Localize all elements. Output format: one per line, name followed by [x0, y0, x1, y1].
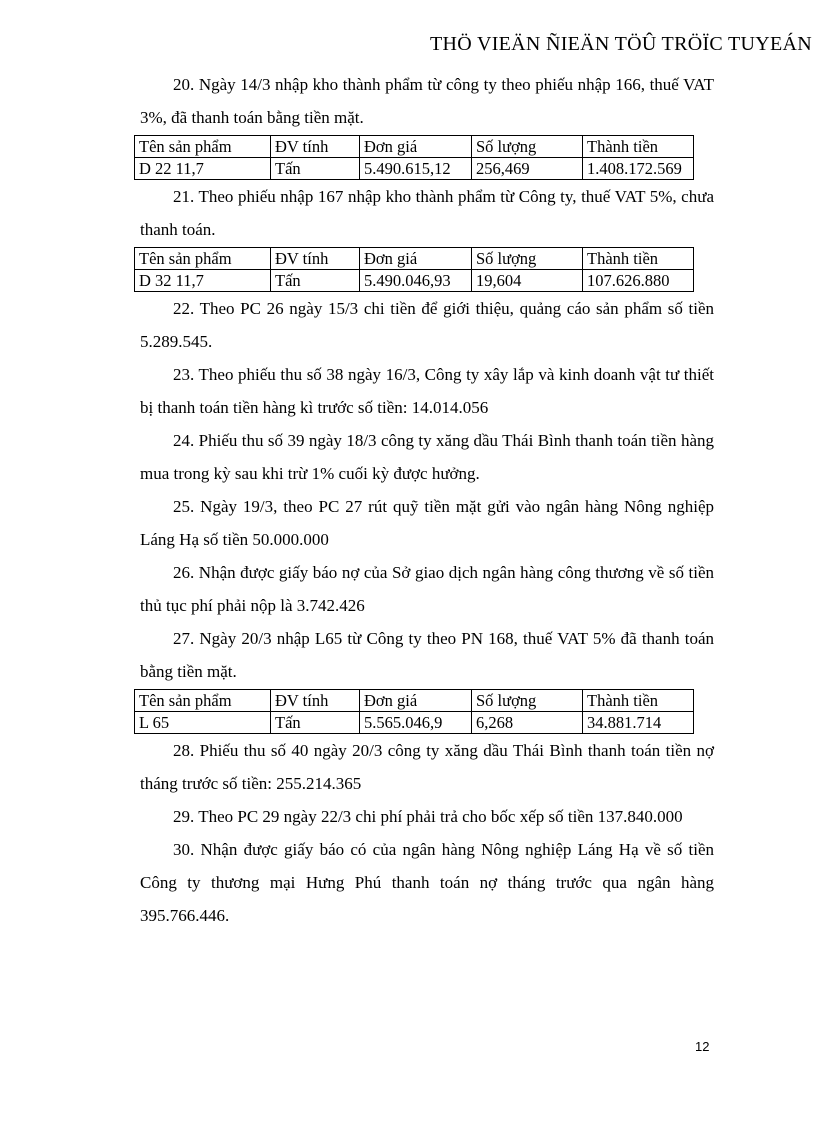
product-table-1 [134, 135, 694, 180]
paragraph-21: 21. Theo phiếu nhập 167 nhập kho thành phẩm từ Công ty, thuế VAT 5%, chưa thanh toán. [140, 187, 714, 239]
cell-unit: Tấn [271, 270, 360, 292]
cell-unit: Tấn [271, 158, 360, 180]
header-amount: Thành tiền [583, 248, 694, 270]
paragraph-20: 20. Ngày 14/3 nhập kho thành phẩm từ công ty theo phiếu nhập 166, thuế VAT 3%, đã thanh toán bằng tiền mặt. [140, 75, 714, 127]
paragraph-29: 29. Theo PC 29 ngày 22/3 chi phí phải trả cho bốc xếp số tiền 137.840.000 [173, 807, 683, 826]
cell-product-name: D 22 11,7 [135, 158, 271, 180]
paragraph-27: 27. Ngày 20/3 nhập L65 từ Công ty theo PN 168, thuế VAT 5% đã thanh toán bằng tiền mặt. [140, 629, 714, 681]
paragraph-23: 23. Theo phiếu thu số 38 ngày 16/3, Công ty xây lắp và kinh doanh vật tư thiết bị thanh toán tiền hàng kì trước số tiền: 14.014.056 [140, 365, 714, 417]
table-row [135, 158, 694, 180]
header-unit-price: Đơn giá [360, 248, 472, 270]
cell-amount: 34.881.714 [583, 712, 694, 734]
cell-product-name: D 32 11,7 [135, 270, 271, 292]
header-unit: ĐV tính [271, 690, 360, 712]
product-table-3 [134, 689, 694, 734]
page-number: 12 [695, 1039, 710, 1054]
header-quantity: Số lượng [472, 248, 583, 270]
header-quantity: Số lượng [472, 136, 583, 158]
cell-quantity: 6,268 [472, 712, 583, 734]
paragraph-25: 25. Ngày 19/3, theo PC 27 rút quỹ tiền mặt gửi vào ngân hàng Nông nghiệp Láng Hạ số tiền 50.000.000 [140, 497, 714, 549]
header-product-name: Tên sản phẩm [135, 690, 271, 712]
table-row [135, 270, 694, 292]
paragraph-30: 30. Nhận được giấy báo có của ngân hàng Nông nghiệp Láng Hạ về số tiền Công ty thương mại Hưng Phú thanh toán nợ tháng trước qua ngân hàng 395.766.446. [140, 840, 714, 925]
page-header: THÖ VIEÄN ÑIEÄN TÖÛ TRÖÏC TUYEÁN [430, 33, 812, 55]
cell-unit-price: 5.490.615,12 [360, 158, 472, 180]
table-header-row [135, 136, 694, 158]
cell-amount: 107.626.880 [583, 270, 694, 292]
product-table-2 [134, 247, 694, 292]
cell-unit-price: 5.565.046,9 [360, 712, 472, 734]
header-quantity: Số lượng [472, 690, 583, 712]
header-product-name: Tên sản phẩm [135, 248, 271, 270]
header-amount: Thành tiền [583, 690, 694, 712]
header-unit-price: Đơn giá [360, 136, 472, 158]
paragraph-26: 26. Nhận được giấy báo nợ của Sở giao dịch ngân hàng công thương về số tiền thủ tục phí phải nộp là 3.742.426 [140, 563, 714, 615]
paragraph-28: 28. Phiếu thu số 40 ngày 20/3 công ty xăng dầu Thái Bình thanh toán tiền nợ tháng trước số tiền: 255.214.365 [140, 741, 714, 793]
cell-unit-price: 5.490.046,93 [360, 270, 472, 292]
paragraph-22: 22. Theo PC 26 ngày 15/3 chi tiền để giới thiệu, quảng cáo sản phẩm số tiền 5.289.545. [140, 299, 714, 351]
paragraph-24: 24. Phiếu thu số 39 ngày 18/3 công ty xăng dầu Thái Bình thanh toán tiền hàng mua trong kỳ sau khi trừ 1% cuối kỳ được hưởng. [140, 431, 714, 483]
cell-amount: 1.408.172.569 [583, 158, 694, 180]
cell-product-name: L 65 [135, 712, 271, 734]
cell-quantity: 256,469 [472, 158, 583, 180]
header-amount: Thành tiền [583, 136, 694, 158]
header-unit: ĐV tính [271, 248, 360, 270]
header-unit: ĐV tính [271, 136, 360, 158]
table-header-row [135, 690, 694, 712]
header-unit-price: Đơn giá [360, 690, 472, 712]
table-header-row [135, 248, 694, 270]
header-product-name: Tên sản phẩm [135, 136, 271, 158]
document-body [140, 68, 714, 932]
cell-unit: Tấn [271, 712, 360, 734]
cell-quantity: 19,604 [472, 270, 583, 292]
table-row [135, 712, 694, 734]
